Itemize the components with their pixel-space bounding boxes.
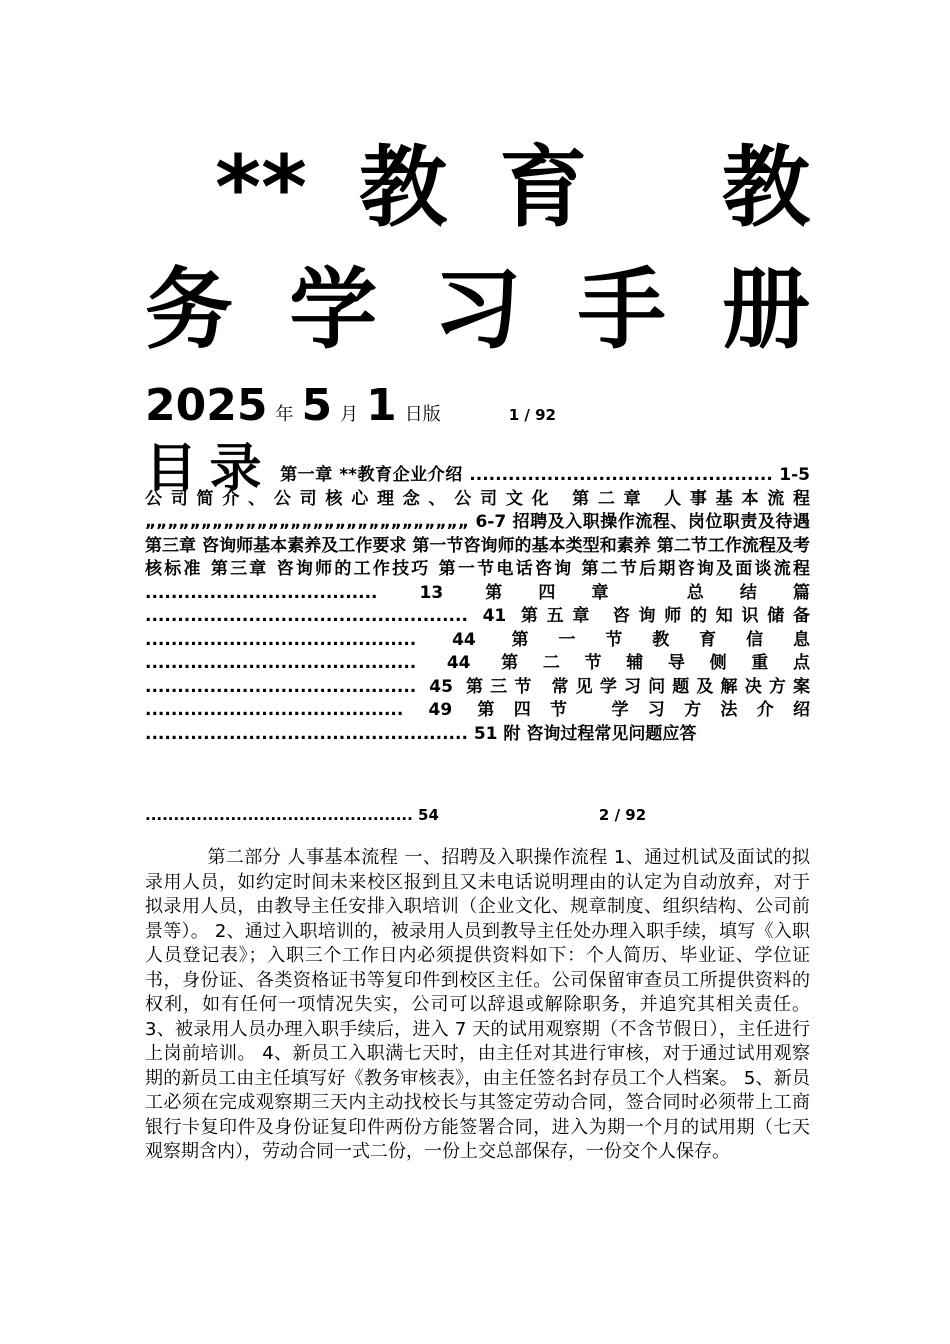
date-year-unit: 年 [275,404,294,425]
document-title-line-2: 务学习手册 [145,258,810,361]
body-text: 第二部分 人事基本流程 一、招聘及入职操作流程 1、通过机试及面试的拟录用人员，如约定时间未来校区报到且又未电话说明理由的认定为自动放弃，对于拟录用人员，由教导主任安排入职培训（企业文化、规章制度、组织结构、公司前景等）。 2、通过入职培训的，被录用人员到教导主任处办理入职手续，填写《入职人员登记表》；入职三个工作日内必须提供资料如下：个人简历、毕业证、学位证书，身份证、各类资格证书等复印件到校区主任。公司保留审查员工所提供资料的权利，如有任何一项情况失实，公司可以辞退或解除职务，并追究其相关责任。 3、被录用人员办理入职手续后，进入 7 天的试用观察期（不含节假日），主任进行上岗前培训。 4、新员工入职满七天时，由主任对其进行审核，对于通过试用观察期的新员工由主任填写好《教务审核表》，由主任签名封存员工个人档案。 5、新员工必须在完成观察期三天内主动找校长与其签定劳动合同，签合同时必须带上工商银行卡复印件及身份证复印件两份方能签署合同，进入为期一个月的试用期（七天观察期含内），劳动合同一式二份，一份上交总部保存，一份交个人保存。 [145,847,810,1162]
date-month-unit: 月 [340,404,359,425]
document-title-line-1: **教育 教 [215,136,810,239]
date-day-unit: 日版 [404,404,441,425]
table-of-contents [145,439,810,746]
toc-last-line [145,806,646,824]
toc-last-entry: ............................................... 54 [145,806,439,824]
date-year: 2025 [145,380,268,431]
page-number-1: 1 / 92 [508,406,556,424]
date-month: 5 [301,380,333,431]
edition-date [145,380,556,440]
toc-entries: 第一章 **教育企业介绍 ............................................... 1-5 公司简介、公司核心理念、公司文化 第二章 人事基本流程„„„„„„„„„„„„„„„„„„„„„„„„„„„„„ 6-7 招聘及入职操作流程、岗位职责及待遇 第三章 咨询师基本素养及工作要求 第一节咨询师的基本类型和素养 第二节工作流程及考核标准 第三章 咨询师的工作技巧 第一节电话咨询 第二节后期咨询及面谈流程 .................................... 13 第四章 总结篇 .................................................. 41 第五章 咨询师的知识储备 .......................................... 44 第一节教育信息 .......................................... 44 第二节辅导侧重点 .......................................... 45 第三节 常见学习问题及解决方案 ........................................ 49 第四节 学习方法介绍 .................................................. 51 附 咨询过程常见问题应答 [145,465,810,744]
date-day: 1 [366,380,397,431]
body-paragraph [145,846,810,1165]
page-number-2: 2 / 92 [598,806,647,824]
toc-heading: 目录 [145,439,275,499]
